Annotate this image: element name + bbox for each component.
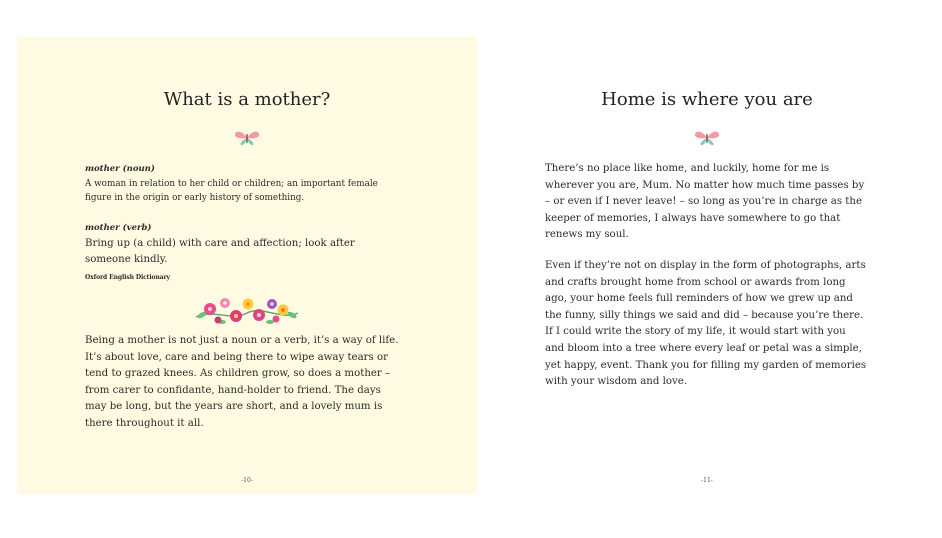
noun-term: mother (noun): [85, 164, 155, 174]
right-page-title: Home is where you are: [601, 89, 813, 110]
right-paragraph-2: Even if they’re not on display in the form of photographs, arts and crafts brought home from school or awards from long ago, your home feels full reminders of how we grew up and the funny, silly things we said and did – because you’re there. If I could write the story of my life, it would start with you and bloom into a tree where every leaf or petal was a simple, yet happy, event. Thank you for filling my garden of memories with your wisdom and love.: [545, 260, 867, 388]
flower-garland-icon: [192, 295, 302, 331]
verb-definition: Bring up (a child) with care and affection; look after someone kindly.: [85, 238, 355, 265]
dictionary-source: Oxford English Dictionary: [85, 274, 170, 281]
left-body-text: Being a mother is not just a noun or a verb, it’s a way of life. It’s about love, care and being there to wipe away tears or tend to grazed knees. As children grow, so does a mother – from carer to confidante, hand-holder to friend. The days may be long, but the years are short, and a lovely mum is there throughout it all.: [85, 335, 399, 429]
page-number: -11-: [701, 477, 713, 484]
page-number: -10-: [241, 477, 253, 484]
right-paragraph-1: There’s no place like home, and luckily, home for me is wherever you are, Mum. No matter how much time passes by – or even if I never leave! – so long as you’re in charge as the keeper of memories, I always have somewhere to go that renews my soul.: [545, 163, 865, 241]
noun-definition-block: [85, 164, 385, 205]
verb-definition-block: [85, 223, 385, 281]
verb-term: mother (verb): [85, 223, 152, 233]
left-page: [17, 37, 477, 494]
left-page-title: What is a mother?: [163, 89, 331, 110]
butterfly-icon: [693, 129, 721, 147]
right-page: [477, 37, 937, 494]
butterfly-icon: [233, 129, 261, 147]
noun-definition: A woman in relation to her child or children; an important female figure in the origin or early history of something.: [85, 179, 378, 203]
